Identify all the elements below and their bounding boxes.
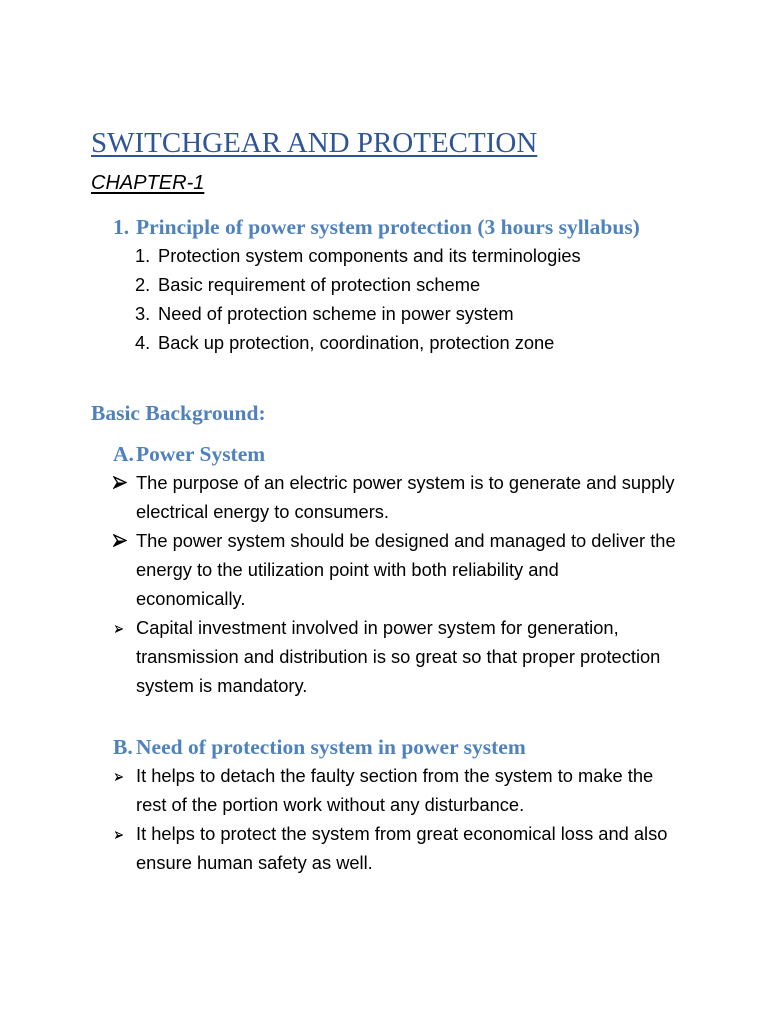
- bullet-text-line: electrical energy to consumers.: [136, 501, 390, 522]
- section-b-title: Need of protection system in power system: [136, 735, 526, 759]
- section-b-letter: B.: [113, 735, 133, 759]
- arrowhead-bullet-icon: [113, 819, 136, 848]
- bullet-text-line: The power system should be designed and managed to deliver the: [136, 530, 676, 551]
- bullet-item: [113, 468, 676, 526]
- syllabus-topic: [135, 299, 581, 328]
- section-a-title: Power System: [136, 442, 266, 466]
- syllabus-heading-number: 1.: [113, 215, 130, 239]
- bullet-text-line: energy to the utilization point with both reliability and: [136, 559, 559, 580]
- syllabus-heading: [113, 213, 640, 241]
- bullet-text: [136, 468, 675, 526]
- section-b-bullet-list: [113, 761, 667, 877]
- bullet-text-line: It helps to detach the faulty section from the system to make the: [136, 765, 654, 786]
- chapter-label: CHAPTER-1: [91, 172, 205, 194]
- bullet-item: [113, 819, 667, 877]
- bullet-text: [136, 526, 676, 613]
- topic-text: Basic requirement of protection scheme: [158, 274, 481, 295]
- section-a-heading: [113, 440, 265, 468]
- topic-number: 2.: [135, 274, 151, 295]
- topic-text: Back up protection, coordination, protection zone: [158, 332, 555, 353]
- bullet-text: [136, 761, 653, 819]
- bullet-text-line: Capital investment involved in power system for generation,: [136, 617, 619, 638]
- bullet-text-line: system is mandatory.: [136, 675, 308, 696]
- bullet-text-line: The purpose of an electric power system is to generate and supply: [136, 472, 675, 493]
- syllabus-topic: [135, 328, 581, 357]
- bullet-text-line: It helps to protect the system from great economical loss and also: [136, 823, 668, 844]
- arrowhead-bullet-icon: [113, 526, 136, 555]
- section-b-heading: [113, 733, 526, 761]
- bullet-item: [113, 761, 667, 819]
- basic-background-heading: Basic Background:: [91, 401, 266, 425]
- bullet-text-line: ensure human safety as well.: [136, 852, 373, 873]
- bullet-text-line: transmission and distribution is so great so that proper protection: [136, 646, 661, 667]
- arrowhead-bullet-icon: [113, 761, 136, 790]
- bullet-text-line: rest of the portion work without any disturbance.: [136, 794, 525, 815]
- topic-text: Need of protection scheme in power system: [158, 303, 514, 324]
- syllabus-topic: [135, 241, 581, 270]
- syllabus-topic-list: [135, 241, 581, 357]
- topic-number: 1.: [135, 245, 151, 266]
- syllabus-topic: [135, 270, 581, 299]
- bullet-text-line: economically.: [136, 588, 246, 609]
- syllabus-heading-text: Principle of power system protection (3 hours syllabus): [136, 215, 640, 239]
- bullet-item: [113, 526, 676, 613]
- section-a-bullet-list: [113, 468, 676, 700]
- bullet-text: [136, 819, 667, 877]
- arrowhead-bullet-icon: [113, 613, 136, 642]
- topic-number: 3.: [135, 303, 151, 324]
- section-a-letter: A.: [113, 442, 134, 466]
- document-title: SWITCHGEAR AND PROTECTION: [91, 127, 538, 159]
- topic-number: 4.: [135, 332, 151, 353]
- topic-text: Protection system components and its terminologies: [158, 245, 581, 266]
- bullet-text: [136, 613, 660, 700]
- bullet-item: [113, 613, 676, 700]
- arrowhead-bullet-icon: [113, 468, 136, 497]
